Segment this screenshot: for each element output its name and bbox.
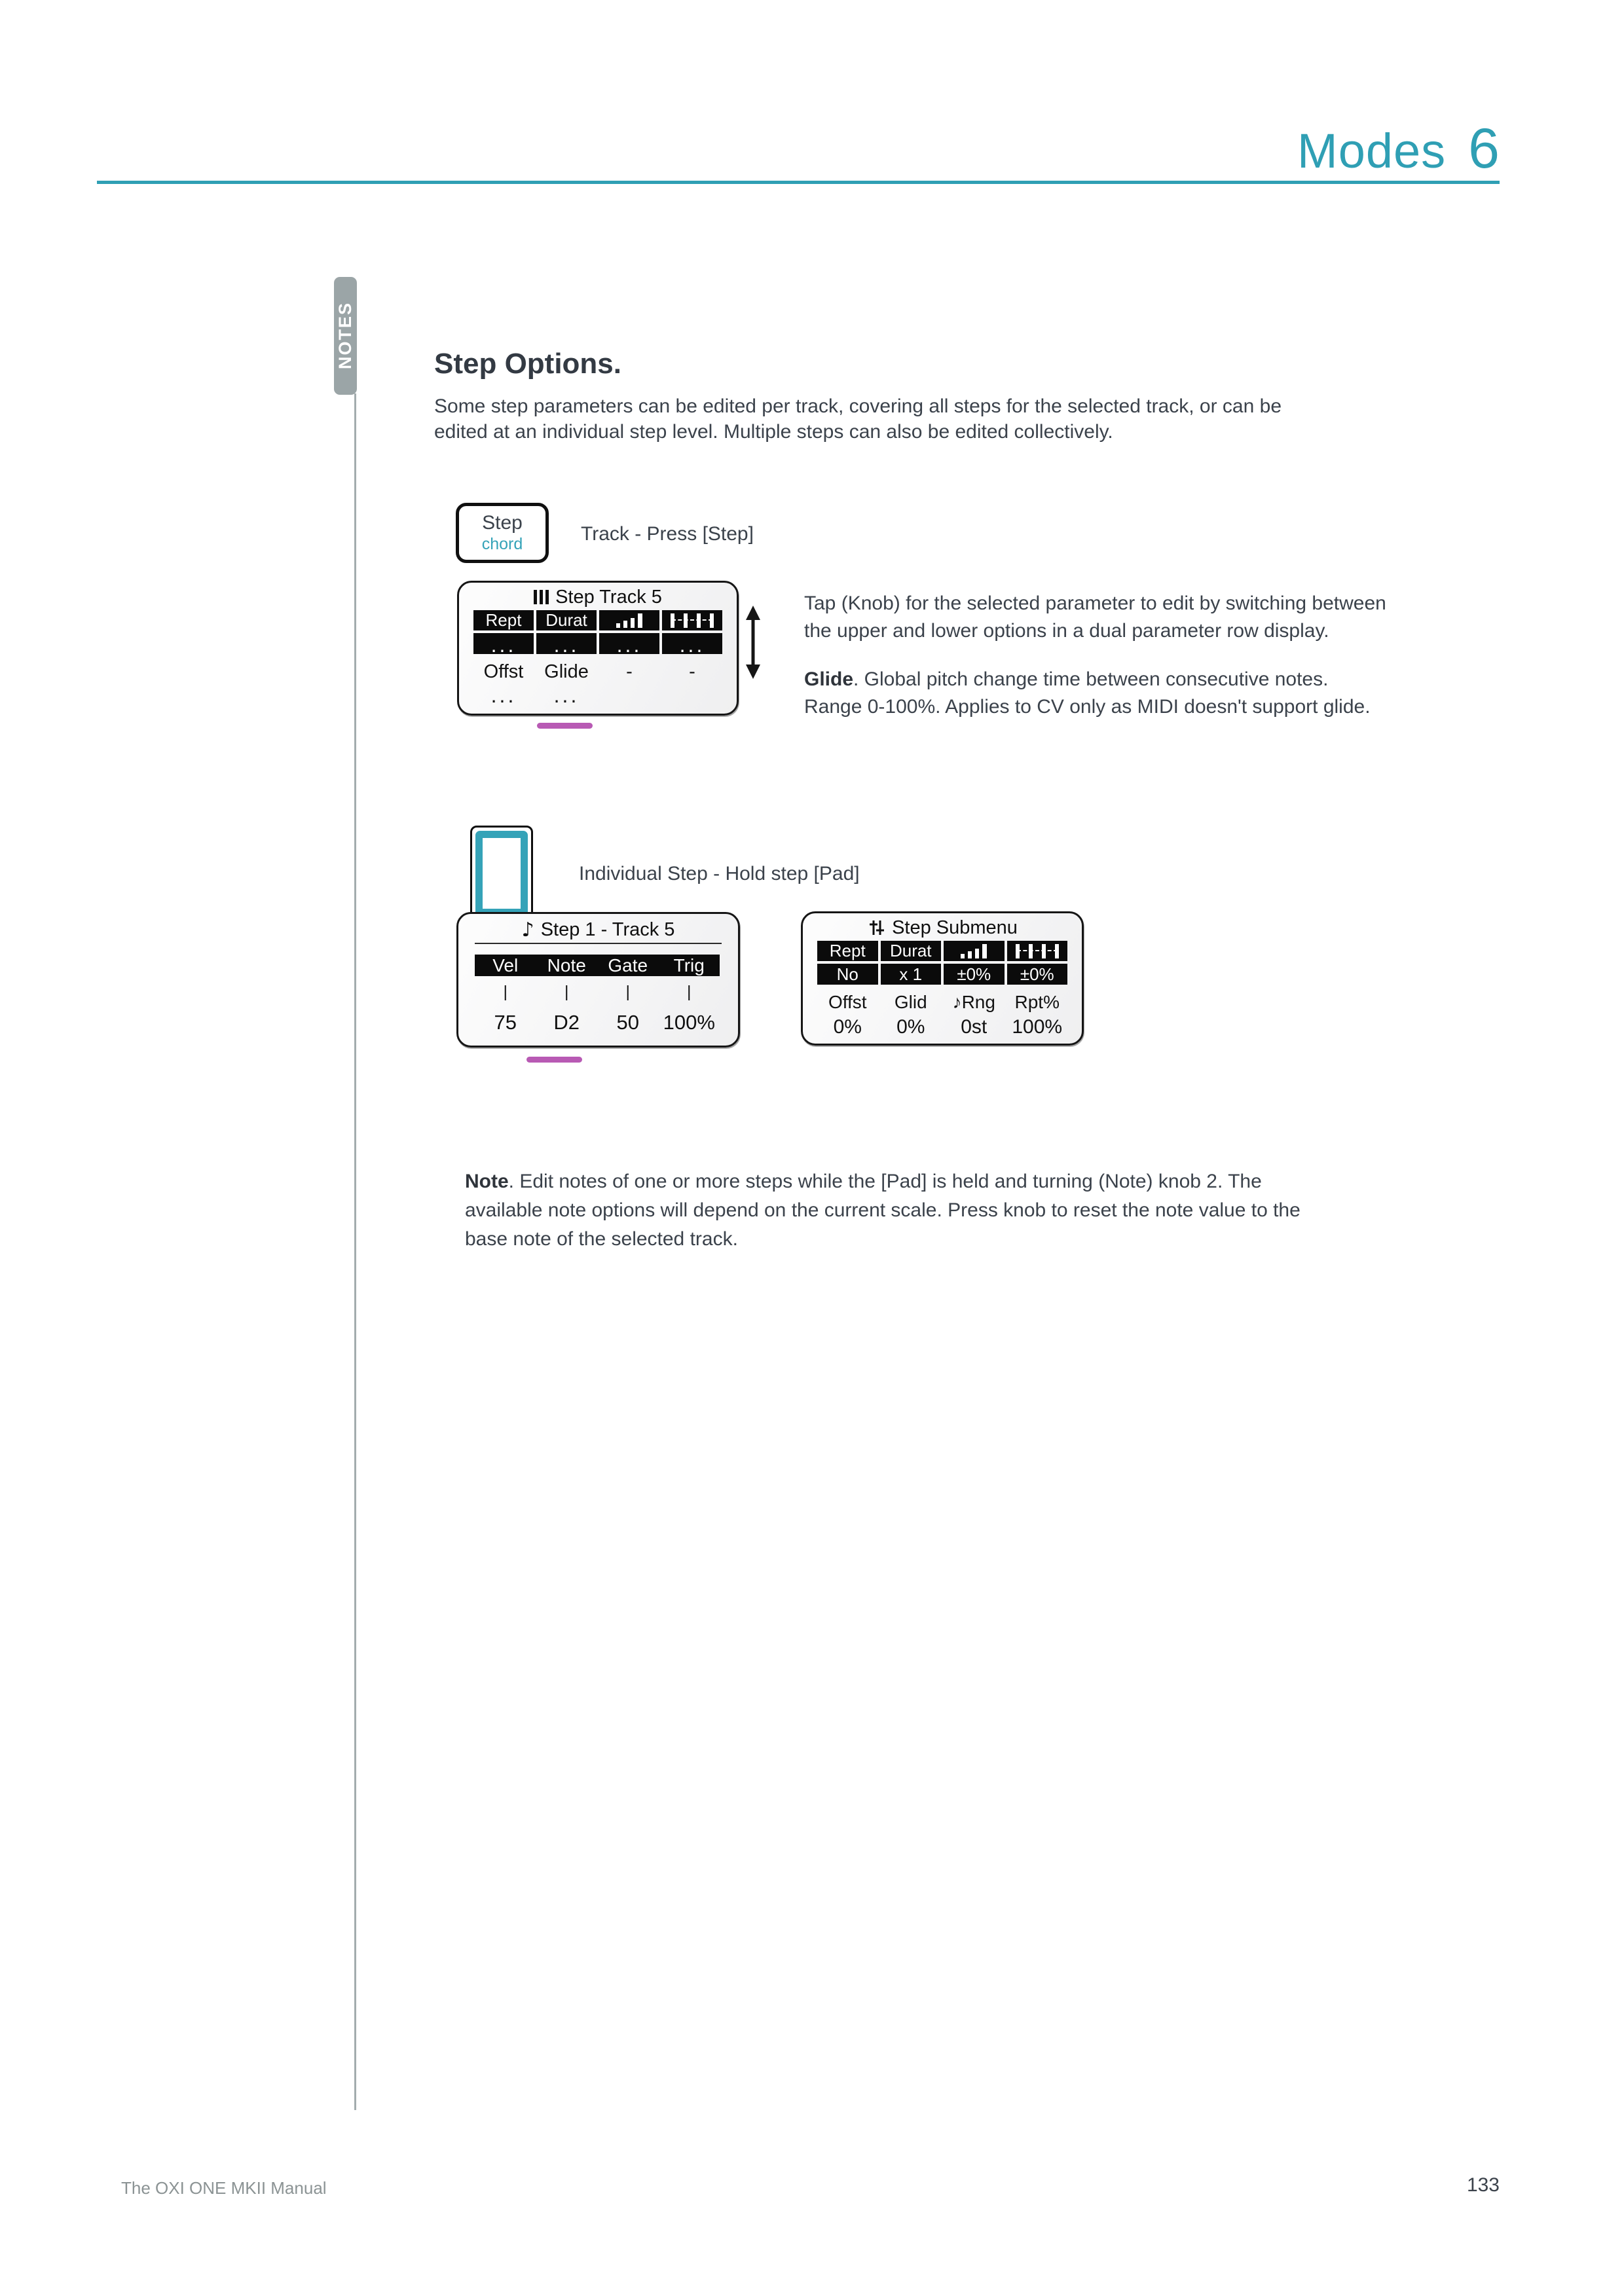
- alt-value-cell: 0%: [833, 1016, 862, 1038]
- step-display-ticks: [475, 983, 720, 1002]
- value-cell: ...: [599, 633, 659, 654]
- alt-value-cell: 0st: [961, 1016, 987, 1038]
- pad-icon-inner: [475, 831, 528, 916]
- note-line-1: Note. Edit notes of one or more steps while the [Pad] is held and turning (Note) knob 2. The: [465, 1171, 1262, 1192]
- value-cell: ±0%: [1007, 964, 1068, 985]
- track-step-display: [457, 581, 739, 716]
- tap-paragraph: [804, 590, 1386, 645]
- alt-param-cell: Glid: [894, 992, 927, 1012]
- footer-manual-title: The OXI ONE MKII Manual: [121, 2178, 327, 2198]
- step-display-rule: [475, 943, 722, 944]
- track-caption: Track - Press [Step]: [581, 523, 754, 545]
- ratchet-icon: [1007, 941, 1068, 961]
- track-bars-icon: [534, 590, 549, 604]
- note-line-3: base note of the selected track.: [465, 1228, 738, 1250]
- chapter-number: 6: [1468, 117, 1500, 180]
- param-value: 50: [616, 1011, 639, 1034]
- alt-param-cell: -: [689, 661, 695, 682]
- step-display-param-bar: [475, 955, 720, 976]
- alt-param-cell: ♪Rng: [952, 992, 995, 1012]
- alt-value-cell: 100%: [1012, 1016, 1063, 1038]
- intro-paragraph: [434, 393, 1282, 445]
- note-paragraph: [465, 1167, 1301, 1254]
- alt-value-cell: [599, 684, 659, 704]
- submenu-display-title: Step Submenu: [892, 917, 1018, 938]
- alt-value-cell: [662, 684, 722, 704]
- step-button-sublabel: chord: [481, 535, 523, 553]
- sliders-icon: [867, 919, 885, 937]
- step-display-header: [458, 919, 738, 940]
- track-display-header: [459, 587, 737, 607]
- glide-paragraph: [804, 666, 1371, 721]
- notes-margin-rule: [354, 393, 356, 2110]
- submenu-display-grid: [817, 941, 1067, 1037]
- glide-line-2: Range 0-100%. Applies to CV only as MIDI doesn't support glide.: [804, 696, 1371, 718]
- intro-line-1: Some step parameters can be edited per track, covering all steps for the selected track, or can be: [434, 395, 1282, 417]
- value-cell: ...: [662, 633, 722, 654]
- pad-icon: [470, 826, 533, 921]
- step-display-title: Step 1 - Track 5: [540, 919, 675, 940]
- alt-param-cell: -: [626, 661, 633, 682]
- param-cell: Rept: [817, 941, 878, 961]
- note-icon: ♪: [521, 918, 534, 941]
- step-chord-button: [456, 503, 549, 563]
- param-value: 75: [494, 1011, 517, 1034]
- param-cell: Rept: [473, 610, 534, 630]
- purple-marker: [526, 1057, 582, 1063]
- ratchet-icon: [662, 610, 722, 630]
- alt-value-cell: ...: [490, 683, 517, 707]
- chapter-header: [1297, 117, 1500, 181]
- value-cell: ±0%: [944, 964, 1005, 985]
- velocity-ramp-icon: [599, 610, 659, 630]
- value-cell: x 1: [881, 964, 942, 985]
- alt-param-cell: Rpt%: [1014, 992, 1060, 1012]
- param-label: Gate: [608, 955, 648, 975]
- value-cell: ...: [473, 633, 534, 654]
- notes-tab-label: NOTES: [335, 302, 355, 370]
- param-cell: Durat: [536, 610, 597, 630]
- chapter-rule: [97, 181, 1500, 184]
- tap-line-2: the upper and lower options in a dual parameter row display.: [804, 620, 1329, 642]
- value-cell: ...: [536, 633, 597, 654]
- individual-step-display: [456, 912, 740, 1048]
- param-label: Trig: [673, 955, 705, 975]
- footer-page-number: 133: [1466, 2174, 1500, 2196]
- tick-mark: |: [625, 983, 630, 1001]
- alt-value-cell: 0%: [896, 1016, 925, 1038]
- submenu-display-header: [803, 918, 1082, 938]
- section-heading: Step Options.: [434, 348, 621, 380]
- notes-tab: [334, 277, 357, 395]
- param-value: 100%: [663, 1011, 715, 1034]
- alt-param-cell: Offst: [828, 992, 867, 1012]
- chapter-title: Modes: [1297, 124, 1447, 178]
- tick-mark: |: [503, 983, 507, 1001]
- intro-line-2: edited at an individual step level. Multiple steps can also be edited collectively.: [434, 421, 1113, 443]
- purple-marker: [537, 723, 593, 729]
- param-label: Vel: [492, 955, 519, 975]
- updown-arrow-icon: [741, 605, 765, 680]
- tick-mark: |: [564, 983, 569, 1001]
- param-cell: Durat: [881, 941, 942, 961]
- velocity-ramp-icon: [944, 941, 1005, 961]
- track-display-grid: [473, 610, 722, 707]
- tick-mark: |: [687, 983, 692, 1001]
- param-label: Note: [547, 955, 586, 975]
- track-display-title: Step Track 5: [555, 586, 662, 608]
- param-value: D2: [553, 1011, 580, 1034]
- glide-line-1: Glide. Global pitch change time between consecutive notes.: [804, 668, 1329, 690]
- step-button-label: Step: [482, 512, 523, 534]
- alt-param-cell: Glide: [544, 661, 589, 682]
- step-display-values: [475, 1011, 720, 1034]
- value-cell: No: [817, 964, 878, 985]
- tap-line-1: Tap (Knob) for the selected parameter to edit by switching between: [804, 592, 1386, 614]
- note-line-2: available note options will depend on the current scale. Press knob to reset the note value to the: [465, 1199, 1301, 1221]
- alt-value-cell: ...: [553, 683, 580, 707]
- pad-caption: Individual Step - Hold step [Pad]: [579, 863, 860, 884]
- step-submenu-display: [801, 911, 1084, 1046]
- alt-param-cell: Offst: [483, 661, 524, 682]
